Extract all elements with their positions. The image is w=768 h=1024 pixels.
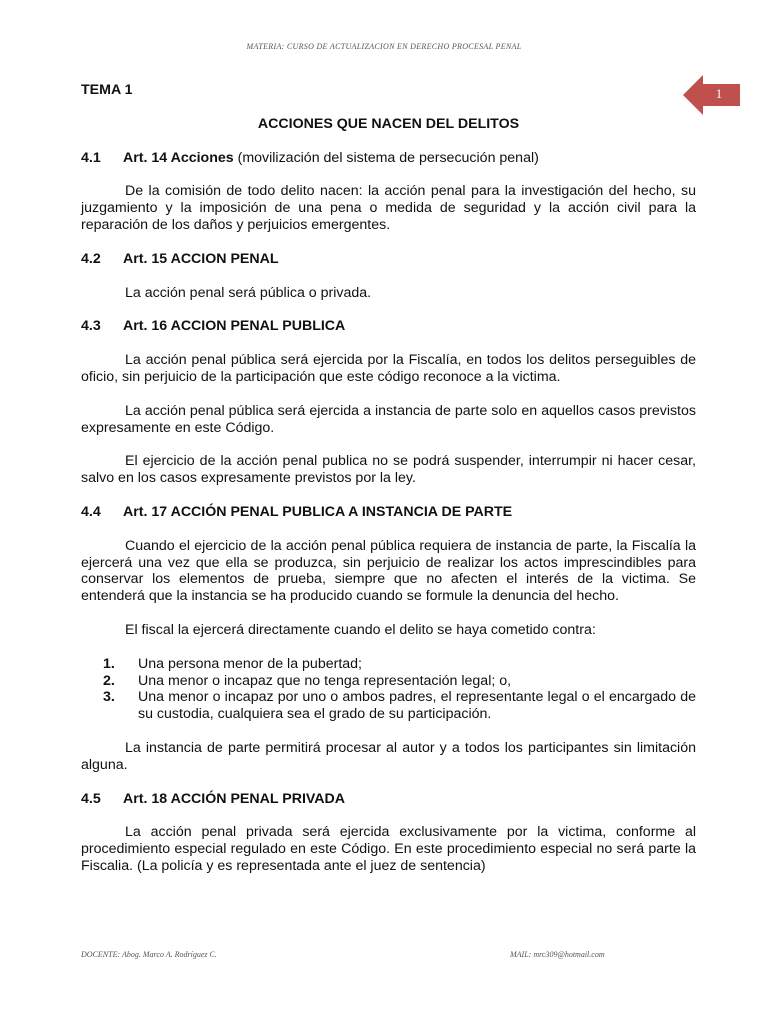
paragraph: De la comisión de todo delito nacen: la acción penal para la investigación del hecho, su juzgamiento y la imposición de una pena o medida de seguridad y la acción civil para la reparación de los daños y perjuicios emergentes. xyxy=(81,183,696,233)
list-number: 1. xyxy=(103,655,115,672)
paragraph: La acción penal será pública o privada. xyxy=(125,284,372,301)
section-heading-4-2 xyxy=(81,251,696,268)
page-header: MATERIA: CURSO DE ACTUALIZACION EN DERECHO PROCESAL PENAL xyxy=(246,42,522,51)
paragraph: La acción penal pública será ejercida por la Fiscalía, en todos los delitos perseguibles de oficio, sin perjuicio de la participación que este código reconoce a la victima. xyxy=(81,352,696,385)
numbered-list xyxy=(81,656,696,723)
list-text: Una persona menor de la pubertad; xyxy=(138,655,362,672)
paragraph: La acción penal privada será ejercida exclusivamente por la victima, conforme al procedimiento especial regulado en este Código. En este procedimiento especial no será parte la Fiscalia. (La policía y es representada ante el juez de sentencia) xyxy=(81,824,696,874)
list-text: Una menor o incapaz que no tenga representación legal; o, xyxy=(138,672,512,689)
section-article: Art. 18 ACCIÓN PENAL PRIVADA xyxy=(123,790,346,807)
section-number: 4.2 xyxy=(81,250,101,267)
section-number: 4.5 xyxy=(81,790,101,807)
page-number: 1 xyxy=(715,86,723,101)
section-subtitle: (movilización del sistema de persecución penal) xyxy=(233,149,539,166)
paragraph: La acción penal pública será ejercida a instancia de parte solo en aquellos casos previstos expresamente en este Código. xyxy=(81,402,696,436)
paragraph: El ejercicio de la acción penal publica no se podrá suspender, interrumpir ni hacer cesar, salvo en los casos expresamente previstos por la ley. xyxy=(81,453,696,487)
paragraph: La instancia de parte permitirá procesar al autor y a todos los participantes sin limitación alguna. xyxy=(81,739,696,773)
document-title: ACCIONES QUE NACEN DEL DELITOS xyxy=(257,115,520,132)
section-article: Art. 15 ACCION PENAL xyxy=(123,250,279,267)
list-number: 2. xyxy=(103,672,115,689)
section-article: Art. 14 Acciones xyxy=(123,149,234,166)
document-body xyxy=(81,82,696,892)
section-number: 4.1 xyxy=(81,149,101,166)
section-heading-4-4 xyxy=(81,504,696,521)
paragraph: El fiscal la ejercerá directamente cuando el delito se haya cometido contra: xyxy=(125,621,596,638)
list-item xyxy=(81,673,696,690)
section-heading-4-3 xyxy=(81,318,696,335)
section-article: Art. 17 ACCIÓN PENAL PUBLICA A INSTANCIA DE PARTE xyxy=(123,503,513,520)
section-number: 4.3 xyxy=(81,318,101,335)
section-number: 4.4 xyxy=(81,503,101,520)
footer-teacher: DOCENTE: Abog. Marco A. Rodríguez C. xyxy=(81,950,217,959)
section-heading-4-5 xyxy=(81,791,696,808)
list-number: 3. xyxy=(103,689,115,706)
tema-label: TEMA 1 xyxy=(81,82,133,98)
paragraph: Cuando el ejercicio de la acción penal pública requiera de instancia de parte, la Fiscalía la ejercerá una vez que ella se produzca, sin perjuicio de realizar los actos imprescindibles para conservar los elementos de prueba, siempre que no afecten el interés de la victima. Se entenderá que la instancia se ha producido cuando se formule la denuncia del hecho. xyxy=(81,537,696,605)
list-text: Una menor o incapaz por uno o ambos padres, el representante legal o el encargado de su custodia, cualquiera sea el grado de su participación. xyxy=(138,689,696,723)
list-item xyxy=(81,689,696,723)
list-item xyxy=(81,656,696,673)
section-heading-4-1 xyxy=(81,150,696,167)
section-article: Art. 16 ACCION PENAL PUBLICA xyxy=(123,318,346,335)
footer-email: MAIL: mrc309@hotmail.com xyxy=(510,950,605,959)
